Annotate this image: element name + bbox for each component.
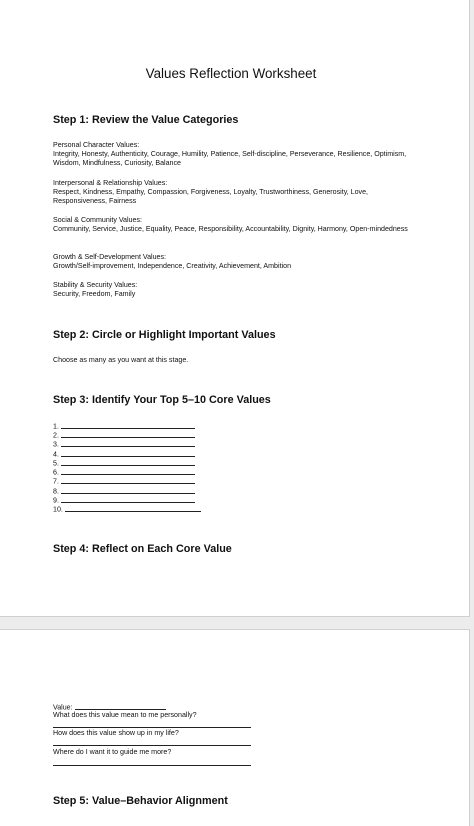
core-value-line-3[interactable]: 3. <box>53 439 195 450</box>
category-label: Growth & Self-Development Values: <box>53 253 167 261</box>
category-label: Interpersonal & Relationship Values: <box>53 179 168 187</box>
worksheet-page-2 <box>0 629 470 826</box>
category-personal <box>53 141 413 169</box>
category-interpersonal <box>53 179 413 207</box>
answer-line-guide[interactable] <box>53 765 251 766</box>
core-value-line-6[interactable]: 6. <box>53 467 195 478</box>
category-social <box>53 216 413 234</box>
step2-instruction: Choose as many as you want at this stage. <box>53 356 189 364</box>
document-title: Values Reflection Worksheet <box>145 66 317 81</box>
value-field[interactable]: Value: <box>53 702 166 713</box>
core-value-line-10[interactable]: 10. <box>53 504 201 515</box>
step1-heading: Step 1: Review the Value Categories <box>53 114 239 126</box>
category-stability <box>53 281 413 299</box>
question-guide: Where do I want it to guide me more? <box>53 748 172 756</box>
core-value-line-9[interactable]: 9. <box>53 495 195 506</box>
core-value-line-2[interactable]: 2. <box>53 430 195 441</box>
step4-heading: Step 4: Reflect on Each Core Value <box>53 543 232 555</box>
question-meaning: What does this value mean to me personally? <box>53 711 197 719</box>
core-value-line-5[interactable]: 5. <box>53 458 195 469</box>
category-values: Growth/Self-improvement, Independence, Creativity, Achievement, Ambition <box>53 262 292 271</box>
step2-heading: Step 2: Circle or Highlight Important Values <box>53 329 276 341</box>
core-value-line-4[interactable]: 4. <box>53 449 195 460</box>
question-show-up: How does this value show up in my life? <box>53 729 179 737</box>
core-value-line-8[interactable]: 8. <box>53 486 195 497</box>
category-values: Integrity, Honesty, Authenticity, Courage, Humility, Patience, Self-discipline, Perseverance, Resilience, Optimism, Wisdom, Mindfulness, Curiosity, Balance <box>53 150 407 168</box>
category-growth <box>53 253 413 271</box>
category-label: Social & Community Values: <box>53 216 142 224</box>
answer-line-meaning[interactable] <box>53 727 251 728</box>
category-label: Personal Character Values: <box>53 141 140 149</box>
category-values: Security, Freedom, Family <box>53 290 136 299</box>
answer-line-show-up[interactable] <box>53 745 251 746</box>
category-values: Community, Service, Justice, Equality, Peace, Responsibility, Accountability, Dignity, Harmony, Open-mindedness <box>53 225 408 234</box>
core-value-line-1[interactable]: 1. <box>53 421 195 432</box>
category-label: Stability & Security Values: <box>53 281 138 289</box>
step3-heading: Step 3: Identify Your Top 5–10 Core Values <box>53 394 271 406</box>
step5-heading: Step 5: Value–Behavior Alignment <box>53 795 228 807</box>
category-values: Respect, Kindness, Empathy, Compassion, Forgiveness, Loyalty, Trustworthiness, Generosity, Love, Responsiveness, Fairness <box>53 188 369 206</box>
core-value-line-7[interactable]: 7. <box>53 476 195 487</box>
